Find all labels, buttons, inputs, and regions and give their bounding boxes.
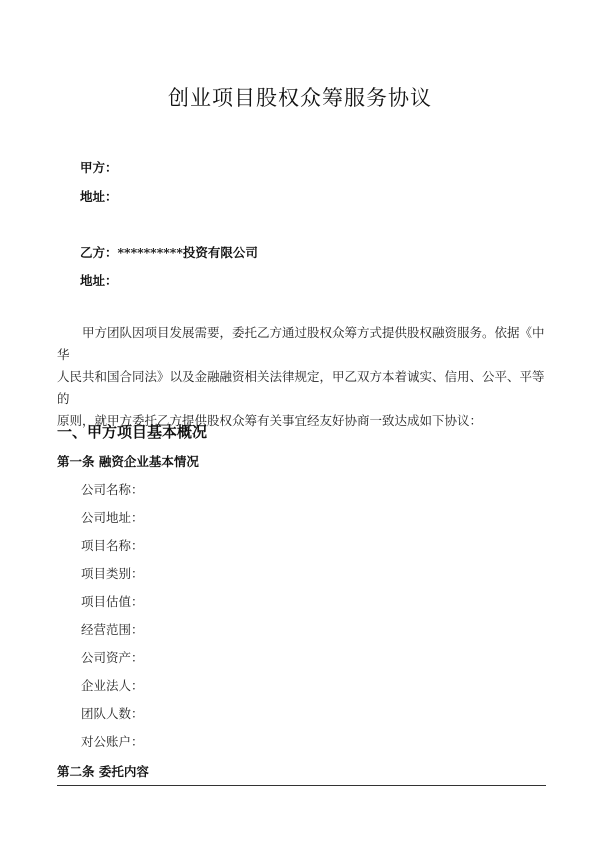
field-business-scope: 经营范围： [81, 622, 144, 637]
field-project-category: 项目类别： [81, 566, 144, 581]
article-heading: 第二条 委托内容 [57, 764, 149, 779]
field-project-name: 项目名称： [81, 538, 144, 553]
party-a-address-label: 地址： [80, 189, 118, 204]
section-heading: 一、甲方项目基本概况 [57, 423, 208, 441]
field-company-address: 公司地址： [81, 510, 144, 525]
intro-line: 原则，就甲方委托乙方提供股权众筹有关事宜经友好协商一致达成如下协议： [57, 413, 483, 428]
party-b-label: 乙方：**********投资有限公司 [80, 245, 258, 260]
party-b-address-label: 地址： [80, 273, 118, 288]
field-legal-representative: 企业法人： [81, 678, 144, 693]
field-company-assets: 公司资产： [81, 650, 144, 665]
page-divider [57, 785, 546, 786]
intro-paragraph [57, 322, 547, 432]
document-title: 创业项目股权众筹服务协议 [168, 86, 432, 110]
field-project-valuation: 项目估值： [81, 594, 144, 609]
intro-line: 人民共和国合同法》以及金融融资相关法律规定，甲乙双方本着诚实、信用、公平、平等的 [57, 369, 545, 406]
field-company-name: 公司名称： [81, 482, 144, 497]
field-team-size: 团队人数： [81, 706, 144, 721]
party-a-label: 甲方： [80, 160, 118, 175]
article-heading: 第一条 融资企业基本情况 [57, 454, 199, 469]
field-corporate-account: 对公账户： [81, 734, 144, 749]
intro-line: 甲方团队因项目发展需要，委托乙方通过股权众筹方式提供股权融资服务。依据《中华 [57, 325, 545, 362]
